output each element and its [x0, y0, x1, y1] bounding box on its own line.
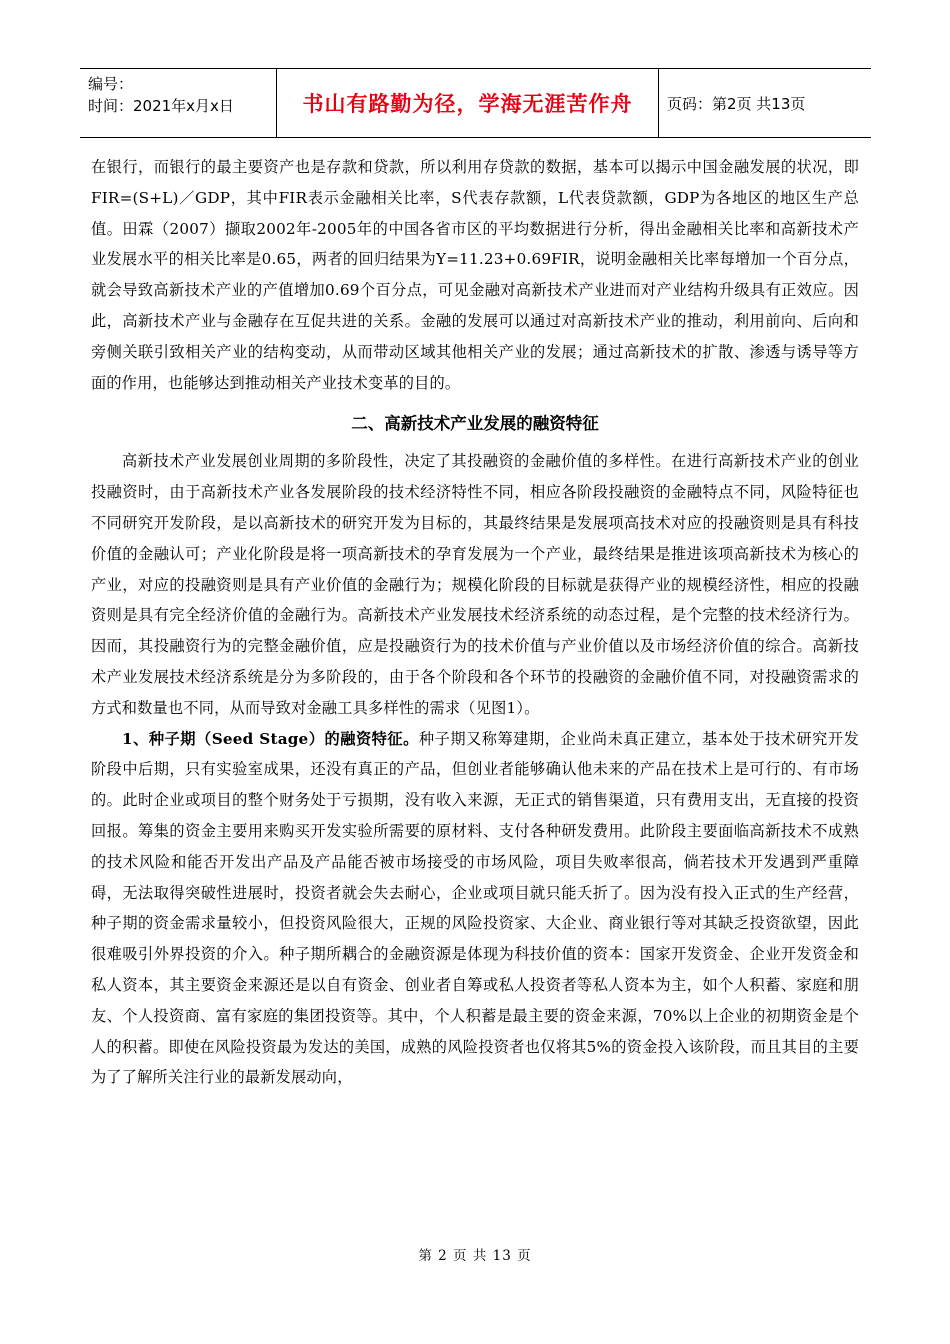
document-number: 编号： [88, 75, 134, 93]
header-page-cell [659, 69, 871, 137]
document-body [91, 152, 859, 1093]
document-date: 时间：2021年x月x日 [88, 97, 234, 115]
header-page-number: 页码：第2页 共13页 [667, 94, 806, 113]
page-footer: 第 2 页 共 13 页 [418, 1248, 532, 1264]
header-motto-cell [277, 69, 659, 137]
page-header [80, 68, 871, 138]
paragraph-3-text: 种子期又称筹建期，企业尚未真正建立，基本处于技术研究开发阶段中后期，只有实验室成果，还没有真正的产品，但创业者能够确认他未来的产品在技术上是可行的、有市场的。此时企业或项目的整个财务处于亏损期，没有收入来源，无正式的销售渠道，只有费用支出，无直接的投资回报。筹集的资金主要用来购买开发实验所需要的原材料、支付各种研发费用。此阶段主要面临高新技术不成熟的技术风险和能否开发出产品及产品能否被市场接受的市场风险，项目失败率很高，倘若技术开发遇到严重障碍，无法取得突破性进展时，投资者就会失去耐心，企业或项目就只能夭折了。因为没有投入正式的生产经营，种子期的资金需求量较小，但投资风险很大，正规的风险投资家、大企业、商业银行等对其缺乏投资欲望，因此很难吸引外界投资的介入。种子期所耦合的金融资源是体现为科技价值的资本：国家开发资金、企业开发资金和私人资本，其主要资金来源还是以自有资金、创业者自筹或私人投资者等私人资本为主，如个人积蓄、家庭和朋友、个人投资商、富有家庭的集团投资等。其中，个人积蓄是最主要的资金来源，70%以上企业的初期资金是个人的积蓄。即使在风险投资最为发达的美国，成熟的风险投资者也仅将其5%的资金投入该阶段，而且其目的主要为了了解所关注行业的最新发展动向， [91, 729, 859, 1087]
body-paragraph-1: 在银行，而银行的最主要资产也是存款和贷款，所以利用存贷款的数据，基本可以揭示中国金融发展的状况，即FIR=(S+L)／GDP，其中FIR表示金融相关比率，S代表存款额，L代表贷款额，GDP为各地区的地区生产总值。田霖（2007）撷取2002年-2005年的中国各省市区的平均数据进行分析，得出金融相关比率和高新技术产业发展水平的相关比率是0.65，两者的回归结果为Y=11.23+0.69FIR，说明金融相关比率每增加一个百分点，就会导致高新技术产业的产值增加0.69个百分点，可见金融对高新技术产业进而对产业结构升级具有正效应。因此，高新技术产业与金融存在互促共进的关系。金融的发展可以通过对高新技术产业的推动，利用前向、后向和旁侧关联引致相关产业的结构变动，从而带动区域其他相关产业的发展；通过高新技术的扩散、渗透与诱导等方面的作用，也能够达到推动相关产业技术变革的目的。 [91, 158, 859, 392]
body-paragraph-3 [91, 724, 859, 1094]
paragraph-lead-heading: 1、种子期（Seed Stage）的融资特征。 [122, 729, 419, 748]
body-paragraph-2: 高新技术产业发展创业周期的多阶段性，决定了其投融资的金融价值的多样性。在进行高新技术产业的创业投融资时，由于高新技术产业各发展阶段的技术经济特性不同，相应各阶段投融资的金融特点不同，风险特征也不同研究开发阶段，是以高新技术的研究开发为目标的，其最终结果是发展项高技术对应的投融资则是具有科技价值的金融认可；产业化阶段是将一项高新技术的孕育发展为一个产业，最终结果是推进该项高新技术为核心的产业，对应的投融资则是具有产业价值的金融行为；规模化阶段的目标就是获得产业的规模经济性，相应的投融资则是具有完全经济价值的金融行为。高新技术产业发展技术经济系统的动态过程，是个完整的技术经济行为。因而，其投融资行为的完整金融价值，应是投融资行为的技术价值与产业价值以及市场经济价值的综合。高新技术产业发展技术经济系统是分为多阶段的，由于各个阶段和各个环节的投融资的金融价值不同，对投融资需求的方式和数量也不同，从而导致对金融工具多样性的需求（见图1）。 [91, 452, 859, 717]
header-motto: 书山有路勤为径，学海无涯苦作舟 [302, 92, 633, 116]
header-meta [80, 69, 277, 137]
section-title: 二、高新技术产业发展的融资特征 [351, 414, 599, 434]
